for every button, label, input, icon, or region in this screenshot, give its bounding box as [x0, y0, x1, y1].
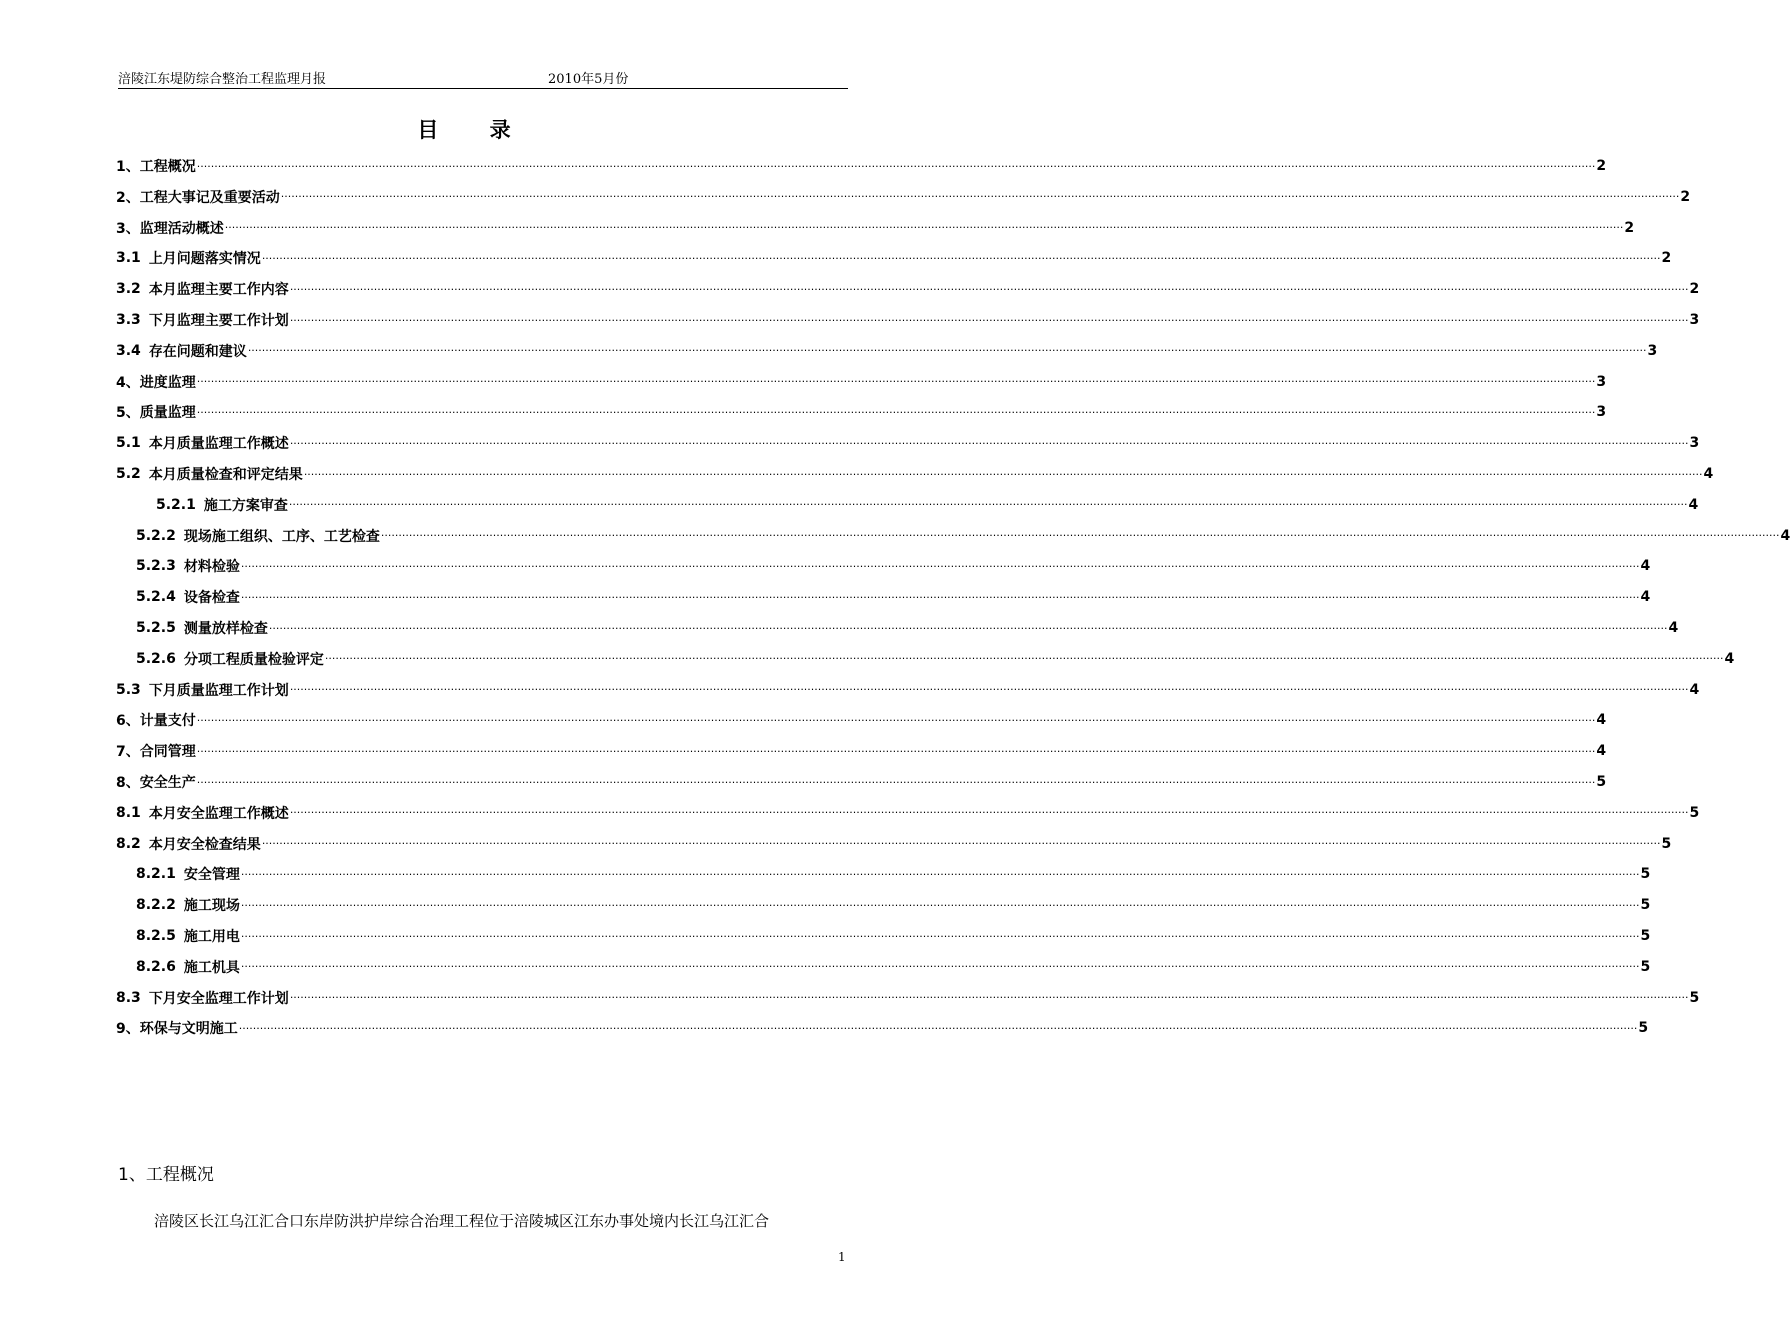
toc-entry-number: 5.2.2	[136, 527, 176, 544]
toc-leader-dots: ················································································································································································································································································································································································································	[268, 621, 1668, 635]
toc-entry-number: 8.2.6	[136, 958, 176, 975]
toc-entry-page: 2	[1680, 188, 1691, 205]
toc-leader-dots: ················································································································································································································································································································································································································	[240, 559, 1640, 573]
toc-entry[interactable]	[156, 493, 1699, 517]
toc-entry-page: 2	[1689, 281, 1700, 298]
toc-entry-label: 进度监理	[139, 374, 196, 391]
toc-entry-number: 7、	[116, 744, 140, 761]
toc-entry[interactable]	[116, 986, 1700, 1010]
page-header	[118, 66, 848, 89]
toc-entry-page: 5	[1689, 804, 1700, 821]
toc-entry-label: 本月质量检查和评定结果	[148, 467, 303, 483]
section-heading: 1、工程概况	[118, 1165, 214, 1185]
toc-entry-page: 4	[1596, 743, 1607, 760]
toc-entry-number: 8.2	[116, 835, 141, 852]
toc-entry-page: 5	[1689, 989, 1700, 1006]
toc-entry-number: 1、	[116, 159, 140, 175]
toc-entry[interactable]	[116, 277, 1700, 301]
toc-entry[interactable]	[116, 216, 1635, 240]
toc-leader-dots: ················································································································································································································································································································································································································	[289, 806, 1689, 820]
toc-entry-page: 5	[1640, 866, 1651, 883]
toc-leader-dots: ················································································································································································································································································································································································································	[288, 498, 1688, 512]
toc-entry[interactable]	[116, 308, 1700, 332]
toc-entry-page: 4	[1640, 589, 1651, 606]
toc-entry-number: 6、	[116, 713, 140, 730]
toc-entry-page: 3	[1647, 342, 1658, 359]
toc-entry-label: 工程大事记及重要活动	[139, 189, 280, 206]
toc-entry-label: 安全生产	[139, 775, 196, 791]
toc-entry-number: 5.1	[116, 435, 141, 452]
toc-entry[interactable]	[136, 647, 1735, 671]
toc-entry-page: 4	[1688, 496, 1699, 513]
toc-entry[interactable]	[136, 862, 1651, 886]
toc-leader-dots: ················································································································································································································································································································································································································	[289, 683, 1689, 697]
toc-entry-label: 本月质量监理工作概述	[148, 436, 289, 453]
toc-entry-number: 5.2	[116, 466, 141, 482]
toc-entry-number: 5.2.3	[136, 558, 176, 575]
toc-entry-page: 4	[1596, 712, 1607, 729]
toc-entry-label: 本月监理主要工作内容	[148, 282, 289, 299]
toc-entry-page: 3	[1689, 435, 1700, 452]
toc-entry-page: 3	[1596, 404, 1607, 421]
toc-leader-dots: ················································································································································································································································································································································································································	[289, 991, 1689, 1005]
toc-entry[interactable]	[116, 739, 1607, 763]
toc-leader-dots: ················································································································································································································································································································································································································	[303, 467, 1703, 481]
toc-leader-dots: ················································································································································································································································································································································································································	[196, 775, 1596, 789]
toc-entry[interactable]	[136, 893, 1651, 917]
toc-entry-number: 3.4	[116, 342, 141, 359]
toc-entry-label: 上月问题落实情况	[148, 251, 261, 268]
toc-entry[interactable]	[116, 246, 1672, 270]
page-number: 1	[838, 1250, 846, 1264]
toc-entry-number: 8.3	[116, 989, 141, 1006]
header-period: 2010年5月份	[548, 72, 629, 87]
toc-entry-page: 4	[1689, 681, 1700, 698]
toc-entry-page: 5	[1596, 774, 1607, 790]
toc-entry-label: 施工用电	[183, 929, 240, 945]
toc-entry-label: 环保与文明施工	[139, 1021, 238, 1038]
toc-entry-page: 3	[1596, 373, 1607, 390]
toc-entry-label: 材料检验	[183, 559, 240, 576]
toc-leader-dots: ················································································································································································································································································································································································································	[238, 1021, 1638, 1035]
toc-leader-dots: ················································································································································································································································································································································································································	[240, 898, 1640, 912]
toc-entry-label: 施工现场	[183, 898, 240, 915]
toc-title: 目 录	[417, 118, 533, 142]
toc-entry-label: 现场施工组织、工序、工艺检查	[183, 528, 380, 545]
toc-entry-label: 安全管理	[183, 867, 240, 884]
toc-leader-dots: ················································································································································································································································································································································································································	[280, 190, 1680, 204]
toc-entry-number: 8.2.2	[136, 897, 176, 914]
toc-entry-page: 2	[1661, 250, 1672, 267]
toc-entry[interactable]	[116, 185, 1691, 209]
toc-entry-label: 存在问题和建议	[148, 343, 247, 360]
toc-entry-page: 4	[1724, 650, 1735, 667]
toc-entry-label: 下月监理主要工作计划	[148, 313, 289, 329]
toc-leader-dots: ················································································································································································································································································································································································································	[247, 344, 1647, 358]
toc-leader-dots: ················································································································································································································································································································································································································	[289, 282, 1689, 296]
toc-leader-dots: ················································································································································································································································································································································································································	[240, 590, 1640, 604]
toc-entry-page: 4	[1640, 558, 1651, 575]
toc-entry[interactable]	[116, 1016, 1649, 1040]
toc-entry-number: 8.2.5	[136, 928, 176, 944]
toc-entry[interactable]	[116, 678, 1700, 702]
toc-entry-number: 5.2.5	[136, 620, 176, 636]
toc-leader-dots: ················································································································································································································································································································································································································	[289, 313, 1689, 327]
toc-entry-page: 5	[1638, 1020, 1649, 1037]
toc-leader-dots: ················································································································································································································································································································································································································	[196, 713, 1596, 727]
toc-entry-number: 4、	[116, 374, 140, 391]
toc-leader-dots: ················································································································································································································································································································································································································	[289, 436, 1689, 450]
toc-entry-number: 3、	[116, 220, 140, 237]
toc-entry-label: 合同管理	[139, 744, 196, 761]
toc-entry-number: 5.2.6	[136, 650, 176, 667]
toc-leader-dots: ················································································································································································································································································································································································································	[224, 221, 1624, 235]
toc-entry-page: 5	[1640, 958, 1651, 975]
toc-entry-number: 3.3	[116, 312, 141, 328]
toc-entry-label: 施工方案审查	[203, 497, 288, 514]
toc-entry[interactable]	[116, 400, 1607, 424]
toc-leader-dots: ················································································································································································································································································································································································································	[196, 375, 1596, 389]
header-title: 涪陵江东堤防综合整治工程监理月报	[118, 72, 327, 87]
toc-entry[interactable]	[136, 616, 1679, 640]
toc-leader-dots: ················································································································································································································································································································································································································	[380, 529, 1780, 543]
toc-entry[interactable]	[136, 554, 1651, 578]
toc-entry-number: 5.2.1	[156, 496, 196, 513]
toc-entry-number: 5、	[116, 405, 140, 422]
toc-entry[interactable]	[116, 154, 1607, 178]
toc-entry[interactable]	[116, 832, 1672, 856]
toc-entry-page: 4	[1703, 466, 1714, 482]
toc-leader-dots: ················································································································································································································································································································································································································	[324, 652, 1724, 666]
toc-entry[interactable]	[136, 585, 1651, 609]
toc-entry-number: 8.2.1	[136, 866, 176, 883]
toc-leader-dots: ················································································································································································································································································································································································································	[240, 960, 1640, 974]
toc-entry-number: 5.2.4	[136, 589, 176, 606]
toc-leader-dots: ················································································································································································································································································································································································································	[240, 867, 1640, 881]
toc-entry-page: 2	[1624, 219, 1635, 236]
toc-entry-page: 4	[1780, 527, 1790, 544]
toc-leader-dots: ················································································································································································································································································································································································································	[196, 159, 1596, 173]
toc-entry[interactable]	[116, 462, 1714, 486]
toc-entry-label: 下月质量监理工作计划	[148, 682, 289, 699]
toc-entry-page: 5	[1661, 835, 1672, 852]
toc-entry[interactable]	[136, 924, 1651, 948]
toc-leader-dots: ················································································································································································································································································································································································································	[261, 837, 1661, 851]
toc-entry[interactable]	[136, 524, 1790, 548]
toc-entry[interactable]	[116, 801, 1700, 825]
toc-entry-label: 工程概况	[139, 159, 196, 175]
toc-entry[interactable]	[116, 370, 1607, 394]
toc-entry-page: 5	[1640, 928, 1651, 944]
toc-entry[interactable]	[116, 708, 1607, 732]
toc-entry-page: 5	[1640, 897, 1651, 914]
toc-entry[interactable]	[116, 431, 1700, 455]
toc-entry[interactable]	[116, 339, 1658, 363]
toc-entry-number: 8.1	[116, 804, 141, 821]
toc-entry-page: 3	[1689, 312, 1700, 328]
toc-entry-label: 计量支付	[139, 713, 196, 730]
toc-entry-number: 2、	[116, 189, 140, 206]
toc-entry-label: 下月安全监理工作计划	[148, 990, 289, 1007]
toc-entry-label: 本月安全监理工作概述	[148, 805, 289, 822]
toc-entry-label: 分项工程质量检验评定	[183, 651, 324, 668]
toc-entry[interactable]	[136, 955, 1651, 979]
toc-entry-number: 3.2	[116, 281, 141, 298]
toc-entry-label: 测量放样检查	[183, 621, 268, 637]
toc-entry-number: 5.3	[116, 681, 141, 698]
toc-entry-page: 2	[1596, 158, 1607, 174]
body-paragraph: 涪陵区长江乌江汇合口东岸防洪护岸综合治理工程位于涪陵城区江东办事处境内长江乌江汇合	[154, 1212, 770, 1230]
toc-entry-page: 4	[1668, 620, 1679, 636]
toc-entry-label: 监理活动概述	[139, 220, 224, 237]
toc-entry-label: 设备检查	[183, 590, 240, 607]
toc-entry[interactable]	[116, 770, 1607, 794]
toc-entry-label: 施工机具	[183, 959, 240, 976]
toc-leader-dots: ················································································································································································································································································································································································································	[240, 929, 1640, 943]
toc-entry-label: 质量监理	[139, 405, 196, 422]
toc-entry-number: 3.1	[116, 250, 141, 267]
toc-leader-dots: ················································································································································································································································································································································································································	[261, 251, 1661, 265]
toc-entry-number: 9、	[116, 1021, 140, 1038]
toc-entry-number: 8、	[116, 775, 140, 791]
toc-leader-dots: ················································································································································································································································································································································································································	[196, 744, 1596, 758]
toc-leader-dots: ················································································································································································································································································································································································································	[196, 405, 1596, 419]
toc-entry-label: 本月安全检查结果	[148, 836, 261, 853]
